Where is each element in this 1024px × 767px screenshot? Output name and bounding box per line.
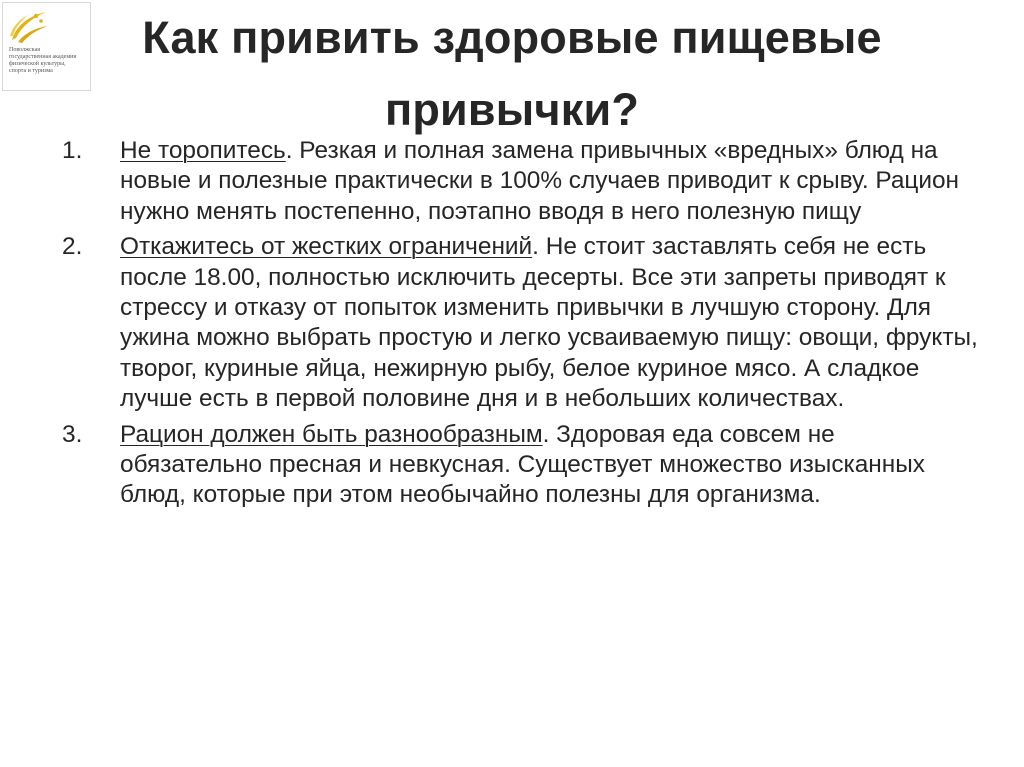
item-heading: Рацион должен быть разнообразным — [120, 420, 543, 448]
item-number: 3. — [62, 420, 83, 448]
logo-caption-line: спорта и туризма — [9, 68, 53, 74]
slide-title-line-2: привычки? — [384, 84, 640, 135]
logo-caption-line: государственная академия — [9, 54, 77, 60]
logo-caption-line: Поволжская — [9, 47, 40, 53]
list-item — [62, 420, 982, 511]
item-heading: Не торопитесь — [120, 137, 286, 164]
academy-logo — [2, 2, 91, 91]
item-heading: Откажитесь от жестких ограничений — [120, 233, 533, 261]
logo-caption-line: физической культуры, — [9, 61, 66, 67]
laurel-emblem-icon — [6, 6, 50, 46]
list-item — [62, 136, 982, 227]
item-text: . Резкая и полная замена привычных «вредных» блюд на новые и полезные практически в 100% случаев приводит к срыву. Рацион нужно менять постепенно, поэтапно вводя в него полезную пищу — [120, 137, 960, 225]
logo-caption — [9, 47, 91, 75]
list-item — [62, 232, 982, 414]
item-text: . Здоровая еда совсем не обязательно пресная и невкусная. Существует множество изысканных блюд, которые при этом необычайно полезны для организма. — [120, 420, 925, 509]
tips-list — [62, 136, 982, 516]
item-number: 2. — [62, 233, 83, 261]
slide-title — [100, 2, 924, 146]
slide-title-line-1: Как привить здоровые пищевые — [142, 12, 882, 63]
item-text: . Не стоит заставлять себя не есть после 18.00, полностью исключить десерты. Все эти запреты приводят к стрессу и отказу от попыток изменить привычки в лучшую сторону. Для ужина можно выбрать простую и легко усваиваемую пищу: овощи, фрукты, творог, куриные яйца, нежирную рыбу, белое куриное мясо. А сладкое лучше есть в первой половине дня и в небольших количествах. — [120, 233, 978, 413]
item-number: 1. — [62, 137, 83, 164]
